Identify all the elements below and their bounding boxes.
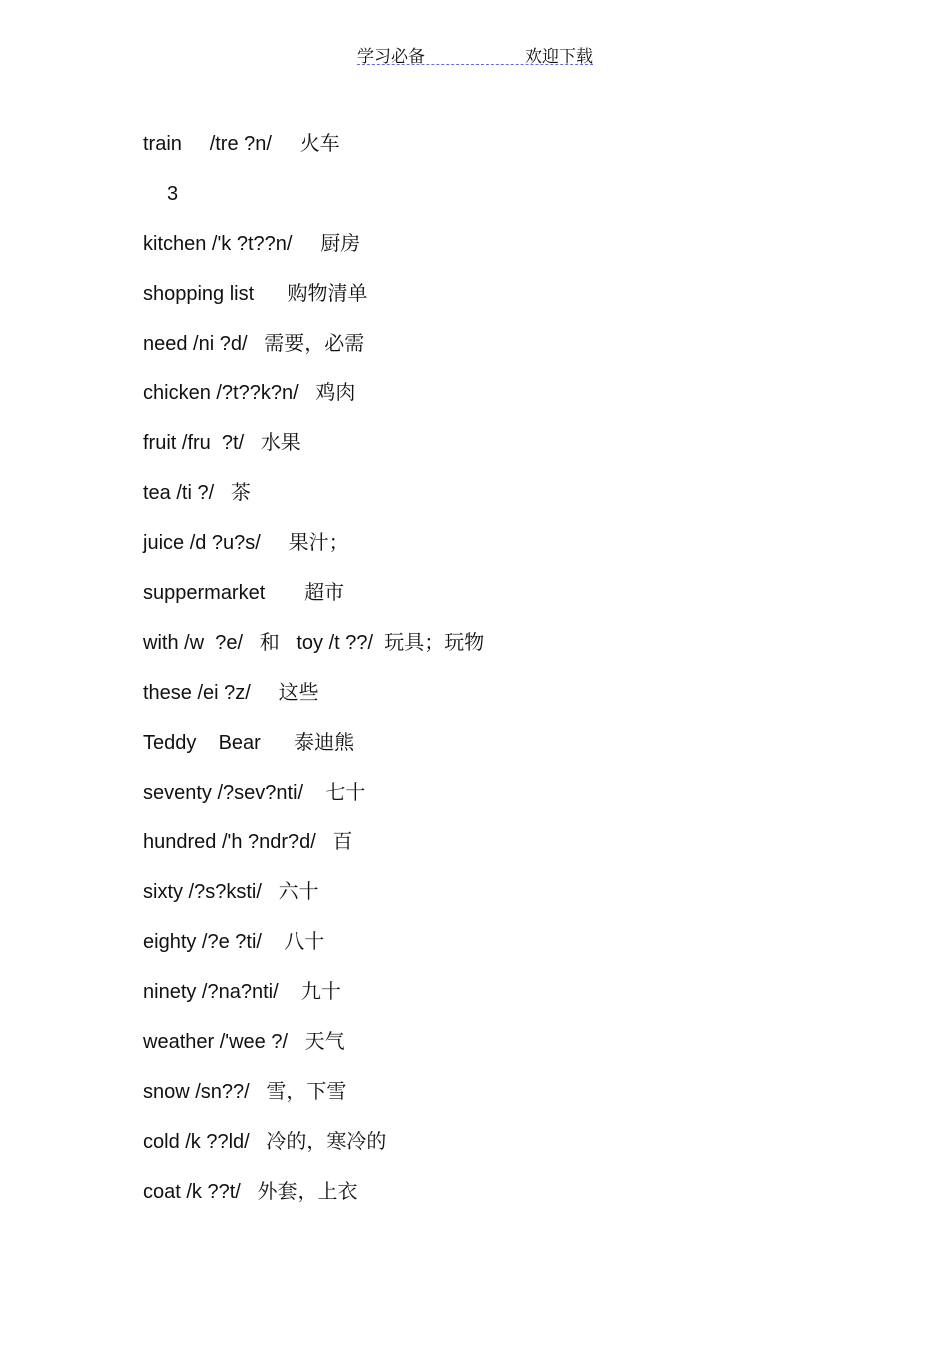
vocab-item: need /ni ?d/ 需要，必需 <box>143 332 365 355</box>
vocab-item: snow /sn??/ 雪，下雪 <box>143 1080 347 1103</box>
vocab-item: hundred /'h ?ndr?d/ 百 <box>143 831 353 854</box>
vocab-item: shopping list 购物清单 <box>143 282 368 305</box>
page-header <box>357 40 593 65</box>
vocab-item: chicken /?t??k?n/ 鸡肉 <box>143 382 356 405</box>
vocab-item: eighty /?e ?ti/ 八十 <box>143 931 325 954</box>
vocab-item: juice /d ?u?s/ 果汁； <box>143 532 349 555</box>
vocab-item: sixty /?s?ksti/ 六十 <box>143 881 319 904</box>
vocab-item: with /w ?e/ 和 toy /t ??/ 玩具；玩物 <box>143 631 485 654</box>
vocab-item: weather /'wee ?/ 天气 <box>143 1031 345 1054</box>
vocab-item: suppermarket 超市 <box>143 582 345 605</box>
vocab-item: fruit /fru ?t/ 水果 <box>143 432 301 455</box>
vocabulary-list <box>143 129 843 1227</box>
vocab-item: cold /k ??ld/ 冷的，寒冷的 <box>143 1130 387 1153</box>
vocab-item: Teddy Bear 泰迪熊 <box>143 731 355 754</box>
section-number: 3 <box>167 182 179 205</box>
vocab-item: these /ei ?z/ 这些 <box>143 681 319 704</box>
vocab-item: kitchen /'k ?t??n/ 厨房 <box>143 232 361 255</box>
vocab-item: tea /ti ?/ 茶 <box>143 482 251 505</box>
vocab-item: seventy /?sev?nti/ 七十 <box>143 781 366 804</box>
vocab-item: ninety /?na?nti/ 九十 <box>143 981 341 1004</box>
header-left-text: 学习必备 <box>357 47 425 67</box>
header-right-text: 欢迎下载 <box>525 47 593 67</box>
vocab-item: coat /k ??t/ 外套，上衣 <box>143 1180 358 1203</box>
vocab-item: train /tre ?n/ 火车 <box>143 133 340 155</box>
